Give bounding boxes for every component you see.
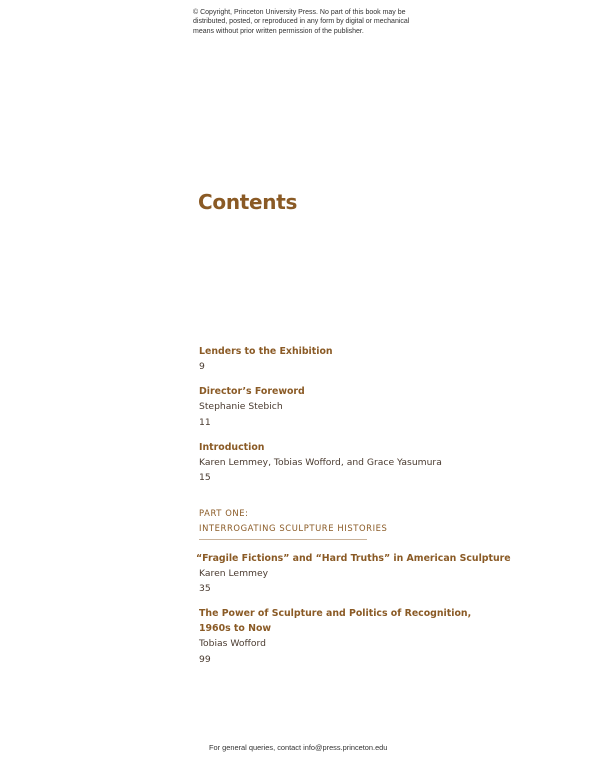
part-name: INTERROGATING SCULPTURE HISTORIES bbox=[199, 523, 388, 533]
toc-entry-author: Tobias Wofford bbox=[199, 638, 266, 649]
toc-entry-author: Karen Lemmey, Tobias Wofford, and Grace Yasumura bbox=[199, 457, 442, 468]
toc-entry-page: 15 bbox=[199, 472, 211, 483]
toc-entry-title: Director’s Foreword bbox=[199, 386, 305, 397]
toc-entry-title: Introduction bbox=[199, 442, 265, 453]
toc-entry-author: Stephanie Stebich bbox=[199, 401, 283, 412]
toc-entry-page: 35 bbox=[199, 583, 211, 594]
part-label: PART ONE: bbox=[199, 508, 249, 518]
toc-entry-title: Lenders to the Exhibition bbox=[199, 346, 333, 357]
page-title: Contents bbox=[198, 190, 298, 214]
toc-entry-page: 99 bbox=[199, 654, 211, 665]
toc-entry-title: “Fragile Fictions” and “Hard Truths” in American Sculpture bbox=[196, 553, 511, 564]
toc-entry-title-line: 1960s to Now bbox=[199, 623, 272, 634]
toc-entry-title-line: The Power of Sculpture and Politics of Recognition, bbox=[199, 608, 472, 619]
toc-entry-page: 11 bbox=[199, 417, 211, 428]
part-divider bbox=[199, 539, 367, 540]
toc-entry-page: 9 bbox=[199, 361, 205, 372]
copyright-line: distributed, posted, or reproduced in any form by digital or mechanical bbox=[193, 18, 410, 26]
toc-entry-author: Karen Lemmey bbox=[199, 568, 269, 579]
copyright-notice bbox=[193, 8, 433, 36]
copyright-line: © Copyright, Princeton University Press. No part of this book may be bbox=[193, 9, 406, 16]
footer-contact: For general queries, contact info@press.princeton.edu bbox=[209, 743, 388, 752]
copyright-line: means without prior written permission of the publisher. bbox=[193, 27, 364, 35]
